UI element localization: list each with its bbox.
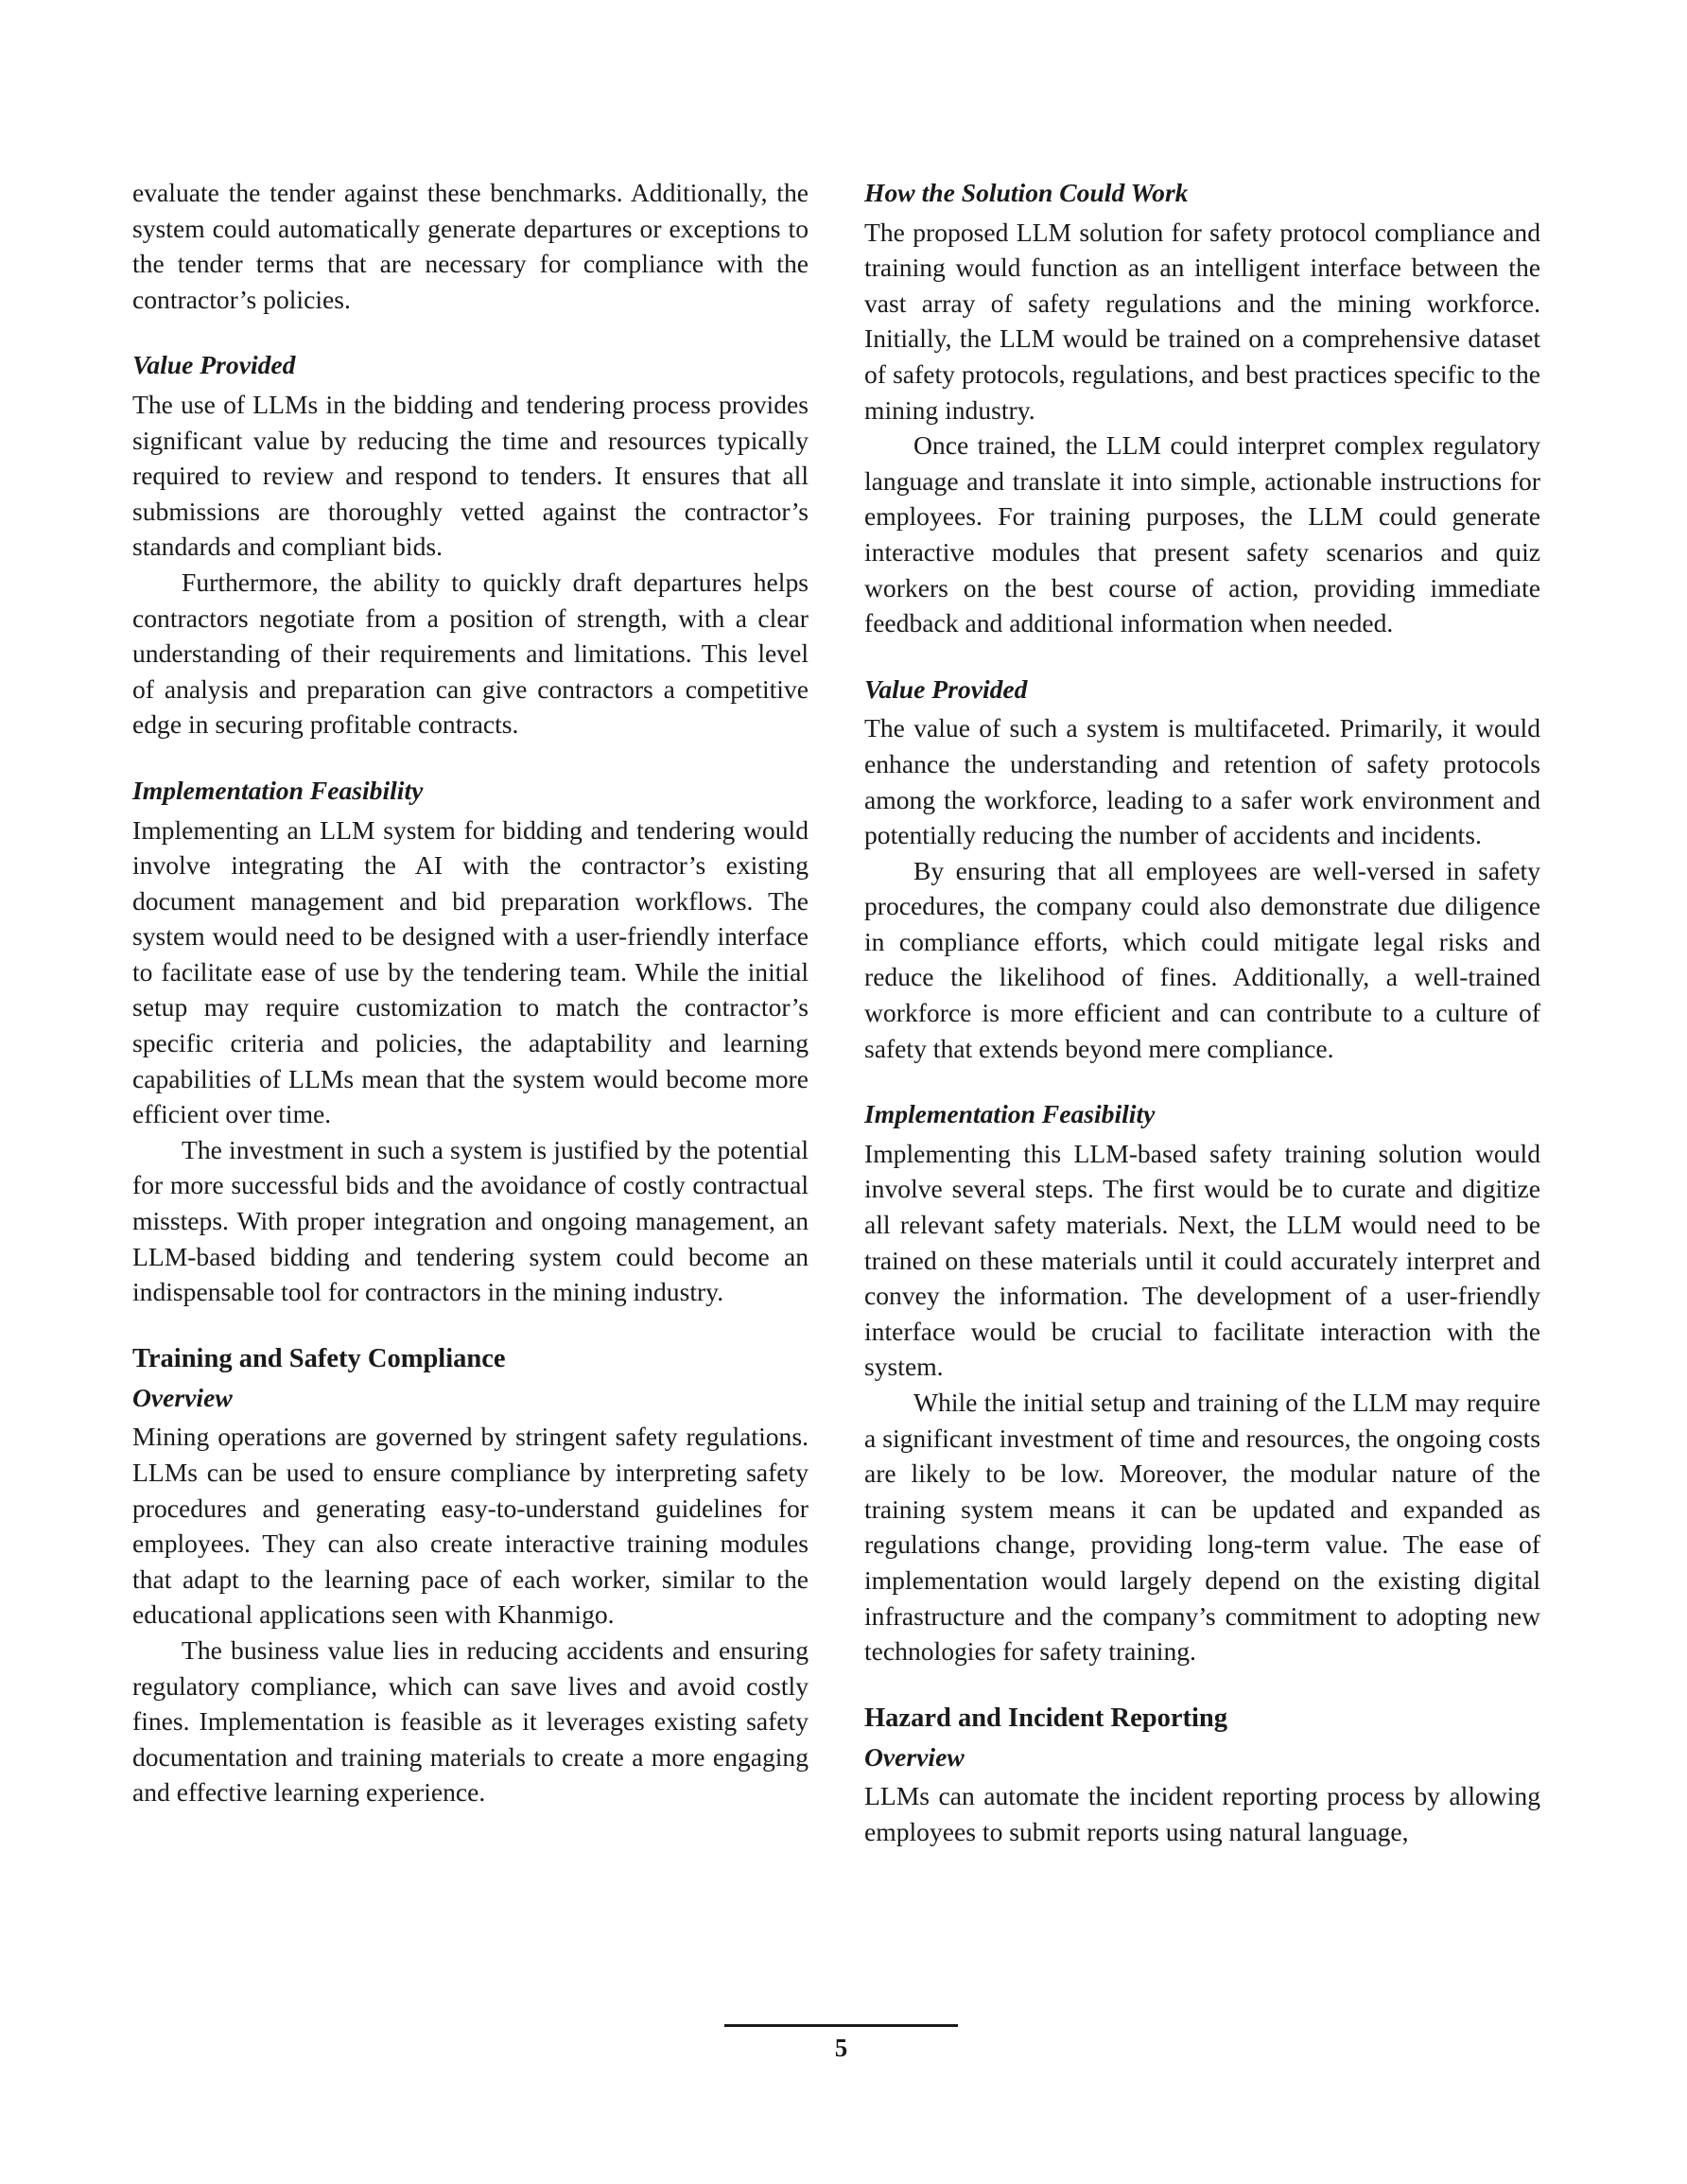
paragraph: LLMs can automate the incident reporting process by allowing employees to submit reports using natural language,: [864, 1781, 1540, 1846]
paragraph: By ensuring that all employees are well-versed in safety procedures, the company could also demonstrate due diligence in compliance efforts, which could mitigate legal risks and reduce the likelihood of fines. Additionally, a well-trained workforce is more efficient and can contribute to a culture of safety that extends beyond mere compliance.: [864, 855, 1540, 1063]
paragraph: The use of LLMs in the bidding and tendering process provides significant value by reducing the time and resources typically required to review and respond to tenders. It ensures that all submissions are thoroughly vetted against the contractor’s standards and compliant bids.: [132, 389, 809, 562]
paragraph: While the initial setup and training of the LLM may require a significant investment of time and resources, the ongoing costs are likely to be low. Moreover, the modular nature of the training system means it can be updated and expanded as regulations change, providing long-term value. The ease of implementation would largely depend on the existing digital infrastructure and the company’s commitment to adopting new technologies for safety training.: [864, 1388, 1540, 1667]
subheading-value-provided: Value Provided: [864, 673, 1028, 704]
subheading-implementation-feasibility: Implementation Feasibility: [864, 1099, 1156, 1129]
paragraph: The business value lies in reducing accidents and ensuring regulatory compliance, which can save lives and avoid costly fines. Implementation is feasible as it leverages existing safety documentation and training materials to create a more engaging and effective learning experience.: [132, 1634, 809, 1808]
paragraph: Mining operations are governed by stringent safety regulations. LLMs can be used to ensure compliance by interpreting safety procedures and generating easy-to-understand guidelines for employees. They can also create interactive training modules that adapt to the learning pace of each worker, similar to the educational applications seen with Khanmigo.: [132, 1422, 809, 1630]
paragraph: The investment in such a system is justified by the potential for more successful bids and the avoidance of costly contractual missteps. With proper integration and ongoing management, an LLM-based bidding and tendering system could become an indispensable tool for contractors in the mining industry.: [132, 1134, 809, 1307]
paragraph: The proposed LLM solution for safety protocol compliance and training would function as an intelligent interface between the vast array of safety regulations and the mining workforce. Initially, the LLM would be trained on a comprehensive dataset of safety protocols, regulations, and best practices specific to the mining industry.: [864, 217, 1540, 425]
subheading-implementation-feasibility: Implementation Feasibility: [132, 775, 424, 805]
paragraph: evaluate the tender against these benchmarks. Additionally, the system could automatically generate departures or exceptions to the tender terms that are necessary for compliance with the contractor’s policies.: [132, 178, 809, 314]
paragraph: Implementing this LLM-based safety training solution would involve several steps. The first would be to curate and digitize all relevant safety materials. Next, the LLM would need to be trained on these materials until it could accurately interpret and convey the information. The development of a user-friendly interface would be crucial to facilitate interaction with the system.: [864, 1138, 1540, 1382]
subheading-value-provided: Value Provided: [132, 350, 296, 380]
left-column: [132, 175, 809, 1810]
right-column: [864, 175, 1540, 1850]
footer-rule: [724, 2024, 958, 2027]
paragraph: Once trained, the LLM could interpret complex regulatory language and translate it into simple, actionable instructions for employees. For training purposes, the LLM could generate interactive modules that present safety scenarios and quiz workers on the best course of action, providing immediate feedback and additional information when needed.: [864, 430, 1540, 638]
subheading-overview: Overview: [132, 1382, 233, 1412]
page-number: 5: [834, 2034, 848, 2062]
paragraph: Implementing an LLM system for bidding and tendering would involve integrating the AI with the contractor’s existing document management and bid preparation workflows. The system would need to be designed with a user-friendly interface to facilitate ease of use by the tendering team. While the initial setup may require customization to match the contractor’s specific criteria and policies, the adaptability and learning capabilities of LLMs mean that the system would become more efficient over time.: [132, 814, 809, 1129]
subheading-how-solution-works: How the Solution Could Work: [864, 178, 1189, 207]
subheading-overview: Overview: [864, 1741, 965, 1772]
paragraph: Furthermore, the ability to quickly draft departures helps contractors negotiate from a position of strength, with a clear understanding of their requirements and limitations. This level of analysis and preparation can give contractors a competitive edge in securing profitable contracts.: [132, 567, 809, 740]
paragraph: The value of such a system is multifaceted. Primarily, it would enhance the understanding and retention of safety protocols among the workforce, leading to a safer work environment and potentially reducing the number of accidents and incidents.: [864, 713, 1540, 850]
section-heading-training-safety: Training and Safety Compliance: [132, 1343, 506, 1373]
section-heading-hazard-reporting: Hazard and Incident Reporting: [864, 1703, 1227, 1733]
